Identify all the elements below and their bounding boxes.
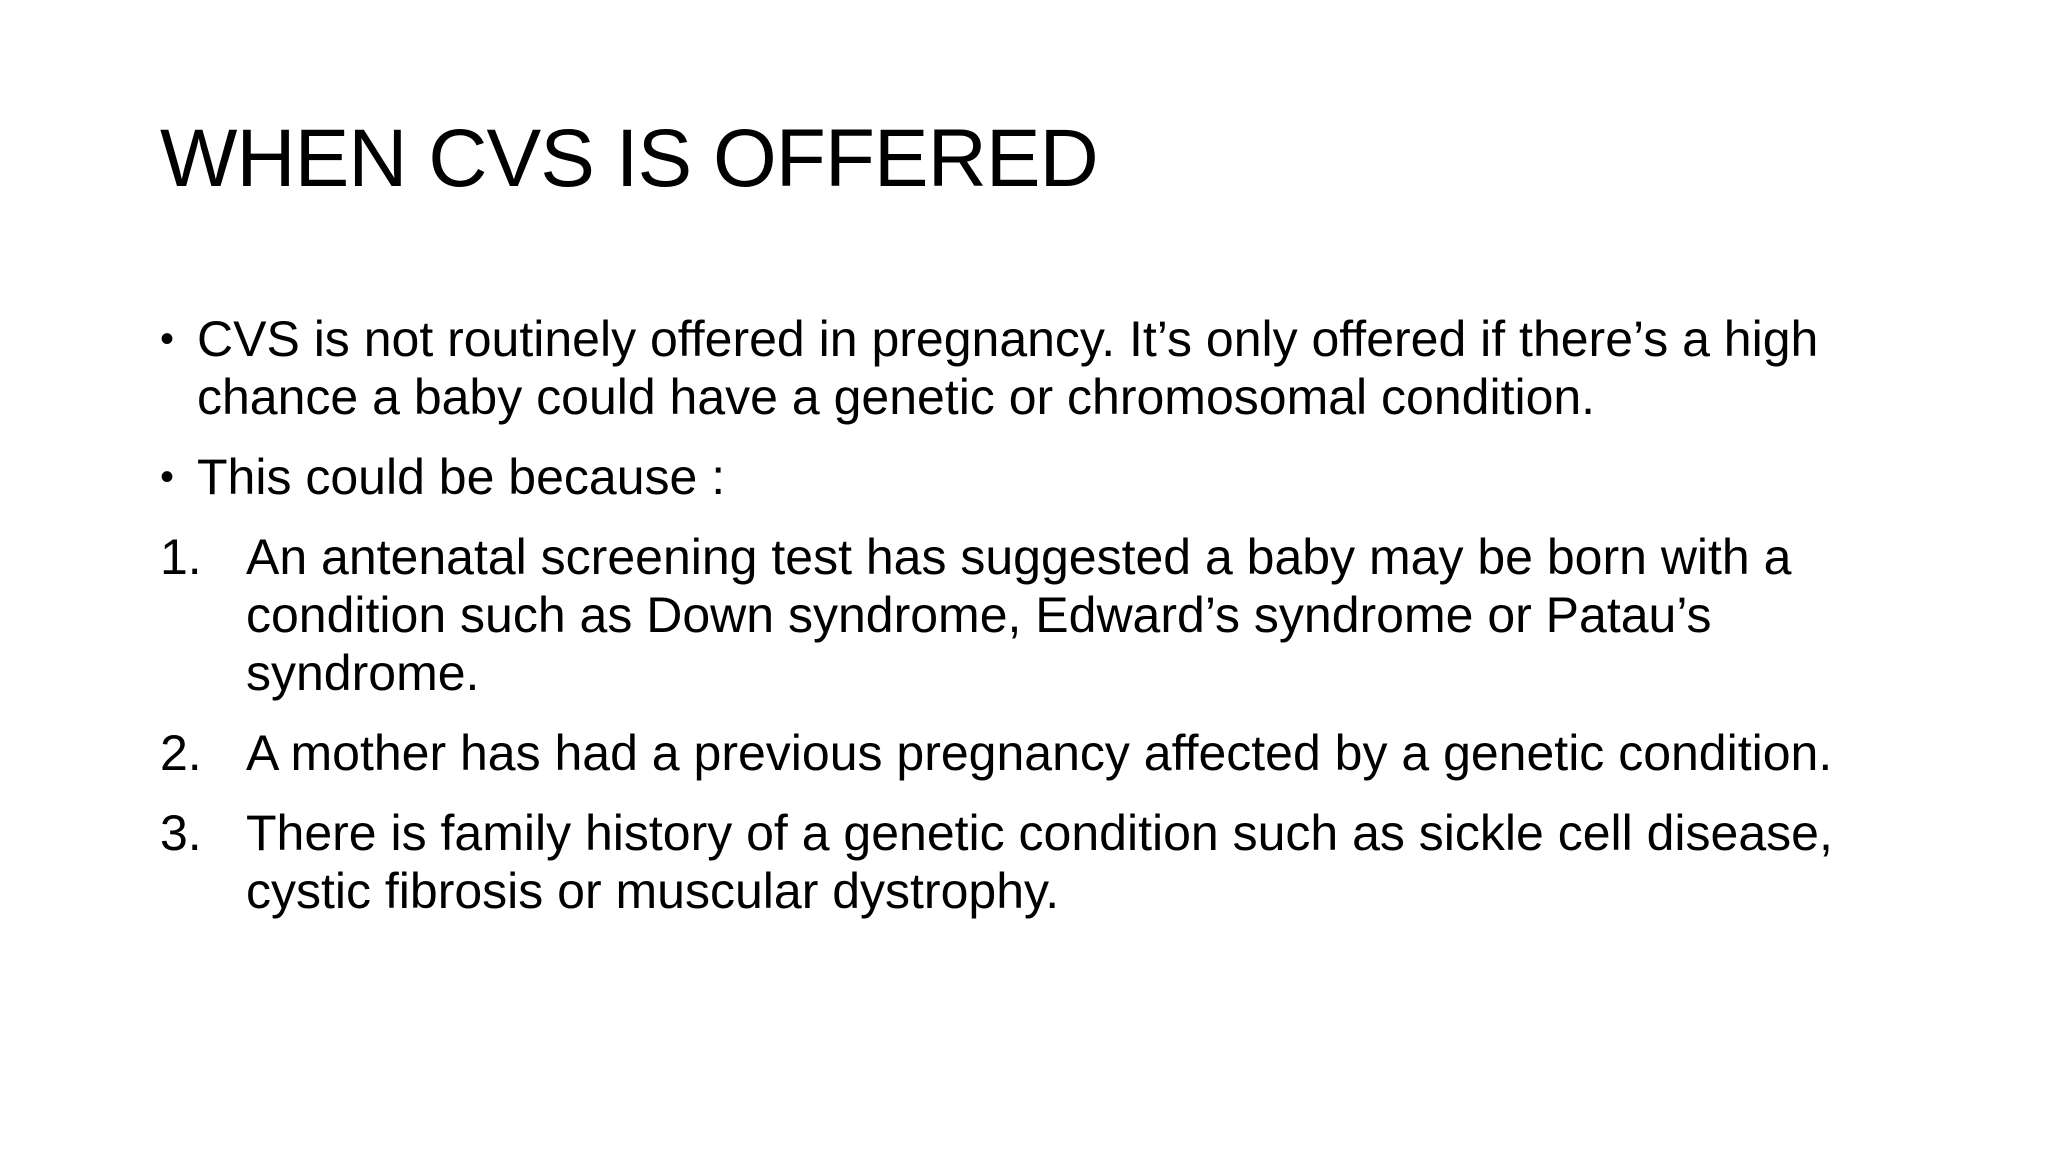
numbered-item (160, 804, 1920, 920)
bullet-text: This could be because : (197, 449, 726, 505)
numbered-item (160, 528, 1920, 702)
numbered-text: A mother has had a previous pregnancy affected by a genetic condition. (246, 725, 1833, 781)
bullet-marker: • (160, 455, 175, 499)
number-marker: 1. (160, 529, 202, 585)
number-marker: 2. (160, 725, 202, 781)
slide-content (160, 310, 1920, 942)
bullet-item (160, 310, 1920, 426)
bullet-item (160, 448, 1920, 506)
numbered-text: An antenatal screening test has suggested a baby may be born with a condition such as Down syndrome, Edward’s syndrome or Patau’s syndrome. (246, 529, 1792, 701)
number-marker: 3. (160, 805, 202, 861)
bullet-text: CVS is not routinely offered in pregnancy. It’s only offered if there’s a high chance a baby could have a genetic or chromosomal condition. (197, 311, 1819, 425)
numbered-item (160, 724, 1920, 782)
numbered-text: There is family history of a genetic condition such as sickle cell disease, cystic fibrosis or muscular dystrophy. (246, 805, 1833, 919)
bullet-marker: • (160, 317, 175, 361)
slide-title: WHEN CVS IS OFFERED (160, 113, 1098, 204)
